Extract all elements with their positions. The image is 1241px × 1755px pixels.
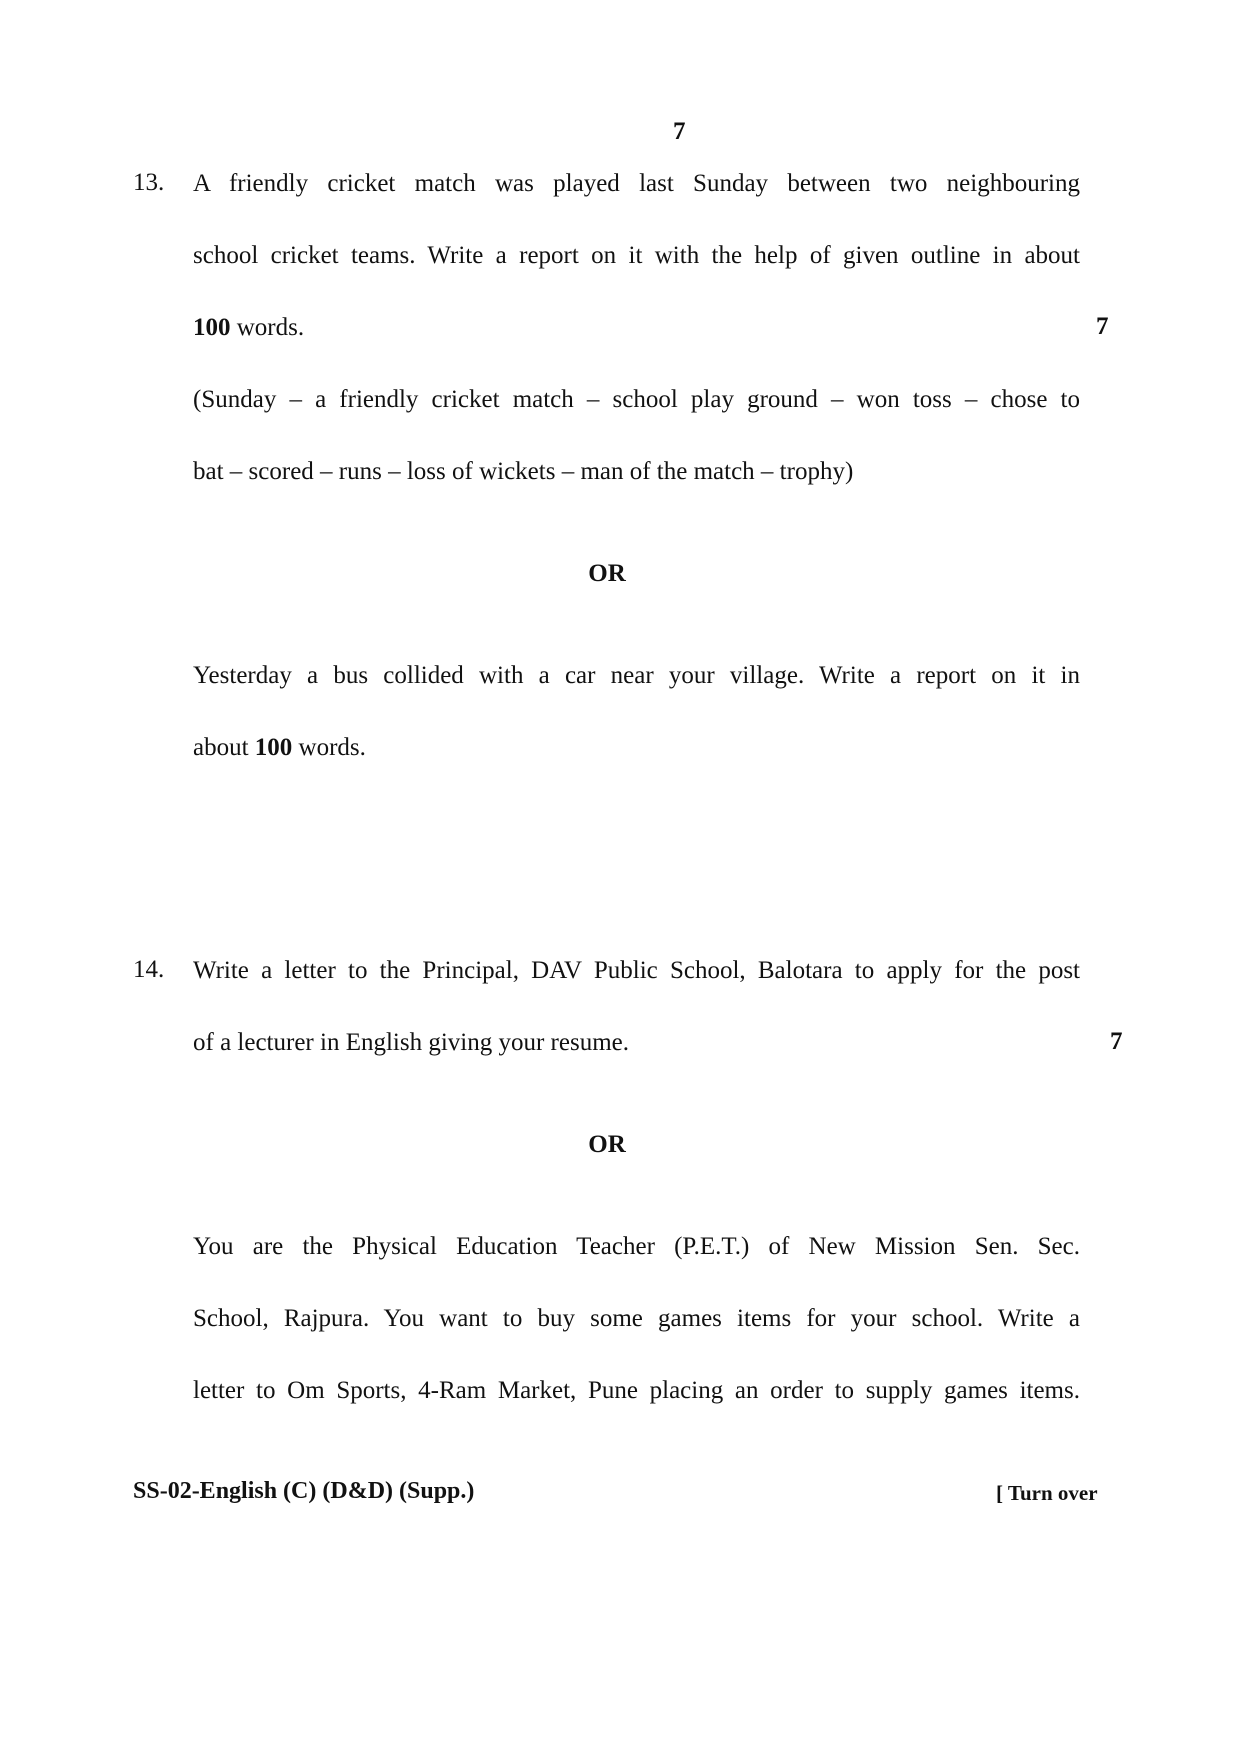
question-13-alt-line-2 xyxy=(193,712,1080,784)
question-13-line-2: school cricket teams. Write a report on it with the help of given outline in about xyxy=(193,242,1080,269)
question-14-marks: 7 xyxy=(1110,1028,1123,1055)
question-14-alt-line-2: School, Rajpura. You want to buy some games items for your school. Write a xyxy=(193,1305,1080,1332)
question-14-alt-line-3: letter to Om Sports, 4-Ram Market, Pune placing an order to supply games items. xyxy=(193,1377,1080,1404)
question-14-number: 14. xyxy=(133,956,165,983)
question-14-alt-line-1: You are the Physical Education Teacher (P.E.T.) of New Mission Sen. Sec. xyxy=(193,1233,1080,1260)
question-13-line-3-rest: words. xyxy=(230,314,305,341)
question-14-alternative xyxy=(193,1211,1080,1427)
question-13-alt-line-2-post: words. xyxy=(292,734,366,761)
turn-over-note: [ Turn over xyxy=(996,1481,1098,1505)
paper-code: SS-02-English (C) (D&D) (Supp.) xyxy=(133,1478,475,1504)
question-14-line-2: of a lecturer in English giving your resume. xyxy=(193,1029,629,1056)
word-limit-alt: 100 xyxy=(254,734,293,761)
question-13-outline-line-1: (Sunday – a friendly cricket match – school play ground – won toss – chose to xyxy=(193,386,1080,413)
question-13-or: OR xyxy=(588,560,626,587)
question-13-alt-line-2-pre: about xyxy=(193,734,255,761)
question-13-text xyxy=(193,148,1080,508)
question-13-outline-line-2: bat – scored – runs – loss of wickets – man of the match – trophy) xyxy=(193,458,854,485)
question-14-or: OR xyxy=(588,1131,626,1158)
word-limit: 100 xyxy=(193,314,231,341)
question-13-line-3 xyxy=(193,292,1080,364)
question-14-line-1: Write a letter to the Principal, DAV Public School, Balotara to apply for the post xyxy=(193,957,1080,984)
question-13-number: 13. xyxy=(133,169,165,196)
question-13-line-1: A friendly cricket match was played last Sunday between two neighbouring xyxy=(193,170,1080,197)
question-13-alternative xyxy=(193,640,1080,784)
question-13-marks: 7 xyxy=(1096,313,1109,340)
question-14-text xyxy=(193,935,1080,1079)
page-number: 7 xyxy=(673,118,686,145)
question-13-alt-line-1: Yesterday a bus collided with a car near your village. Write a report on it in xyxy=(193,662,1080,689)
